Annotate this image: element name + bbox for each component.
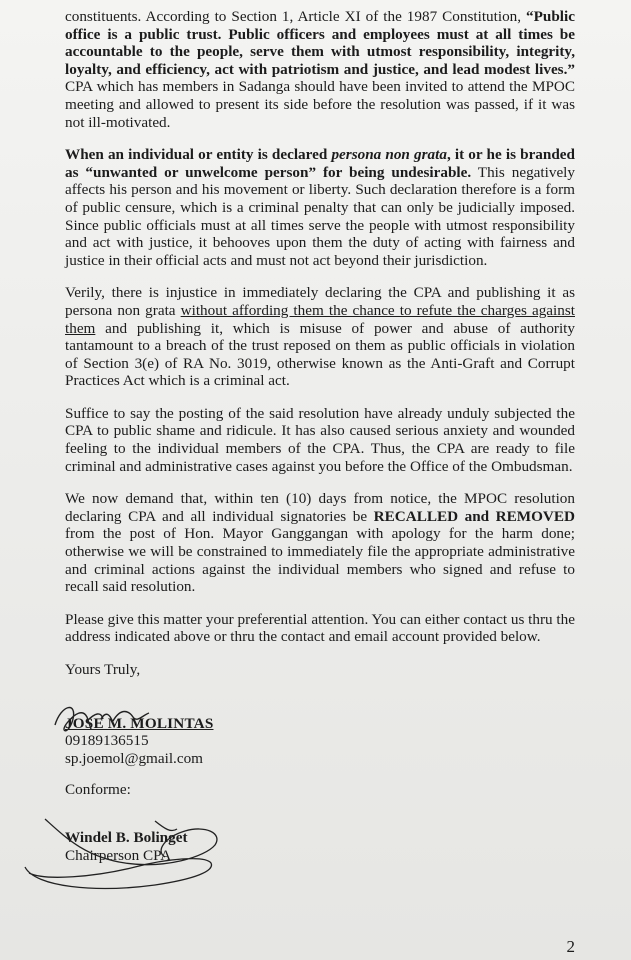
paragraph-public-shame: Suffice to say the posting of the said resolution have already unduly subjected the CPA to public shame and ridicule. It has also caused serious anxiety and wounded feeling to the individual members of the CPA. Thus, the CPA are ready to file criminal and administrative cases against you before the Office of the Ombudsman. [65, 404, 575, 475]
cosigner-block [65, 829, 575, 864]
paragraph-contact: Please give this matter your preferential attention. You can either contact us thru the address indicated above or thru the contact and email account provided below. [65, 610, 575, 646]
signature-molintas [47, 695, 167, 745]
paragraph-public-trust: constituents. According to Section 1, Article XI of the 1987 Constitution, “Public office is a public trust. Public officers and employees must at all times be accountable to the people, serve them with utmost responsibility, integrity, loyalty, and efficiency, act with patriotism and justice, and lead modest lives.” CPA which has members in Sadanga should have been invited to attend the MPOC meeting and allowed to present its side before the resolution was passed, if it was not ill-motivated. [65, 8, 575, 131]
cosigner-name: Windel B. Bolinget [65, 828, 188, 846]
signer-block [65, 715, 575, 768]
signature-bolinget [15, 807, 225, 897]
closing: Yours Truly, [65, 661, 141, 678]
page-number: 2 [566, 937, 575, 957]
paragraph-persona-non-grata: When an individual or entity is declared persona non grata, it or he is branded as “unwanted or unwelcome person” for being undesirable. This negatively affects his person and his movement or liberty. Such declaration therefore is a form of public censure, which is a criminal penalty that can only be judicially imposed. Since public officials must at all times serve the people with utmost responsibility and act with justice, it behooves upon them the duty of acting with fairness and justice in their official acts and must not act beyond their jurisdiction. [65, 146, 576, 269]
signer-email: sp.joemol@gmail.com [65, 749, 204, 767]
signer-phone: 09189136515 [65, 732, 149, 750]
paragraph-injustice: Verily, there is injustice in immediately declaring the CPA and publishing it as persona non grata without affording them the chance to refute the charges against them and publishing it, which is misuse of power and abuse of authority tantamount to a breach of the trust reposed on them as public officials in violation of Section 3(e) of RA No. 3019, otherwise known as the Anti-Graft and Corrupt Practices Act which is a criminal act. [65, 284, 575, 390]
conforme-label: Conforme: [65, 781, 131, 799]
paragraph-demand: We now demand that, within ten (10) days from notice, the MPOC resolution declaring CPA and all individual signatories be RECALLED and REMOVED from the post of Hon. Mayor Ganggangan with apology for the harm done; otherwise we will be constrained to immediately file the appropriate administrative and criminal actions against the individual members who signed and refuse to recall said resolution. [65, 490, 575, 596]
constitution-quote: “Public office is a public trust. Public officers and employees must at all times be accountable to the people, serve them with utmost responsibility, integrity, loyalty, and efficiency, act with patriotism and justice, and lead modest lives.” [65, 8, 575, 78]
cosigner-title: Chairperson CPA [65, 846, 172, 864]
signer-name: JOSE M. MOLINTAS [65, 714, 214, 732]
